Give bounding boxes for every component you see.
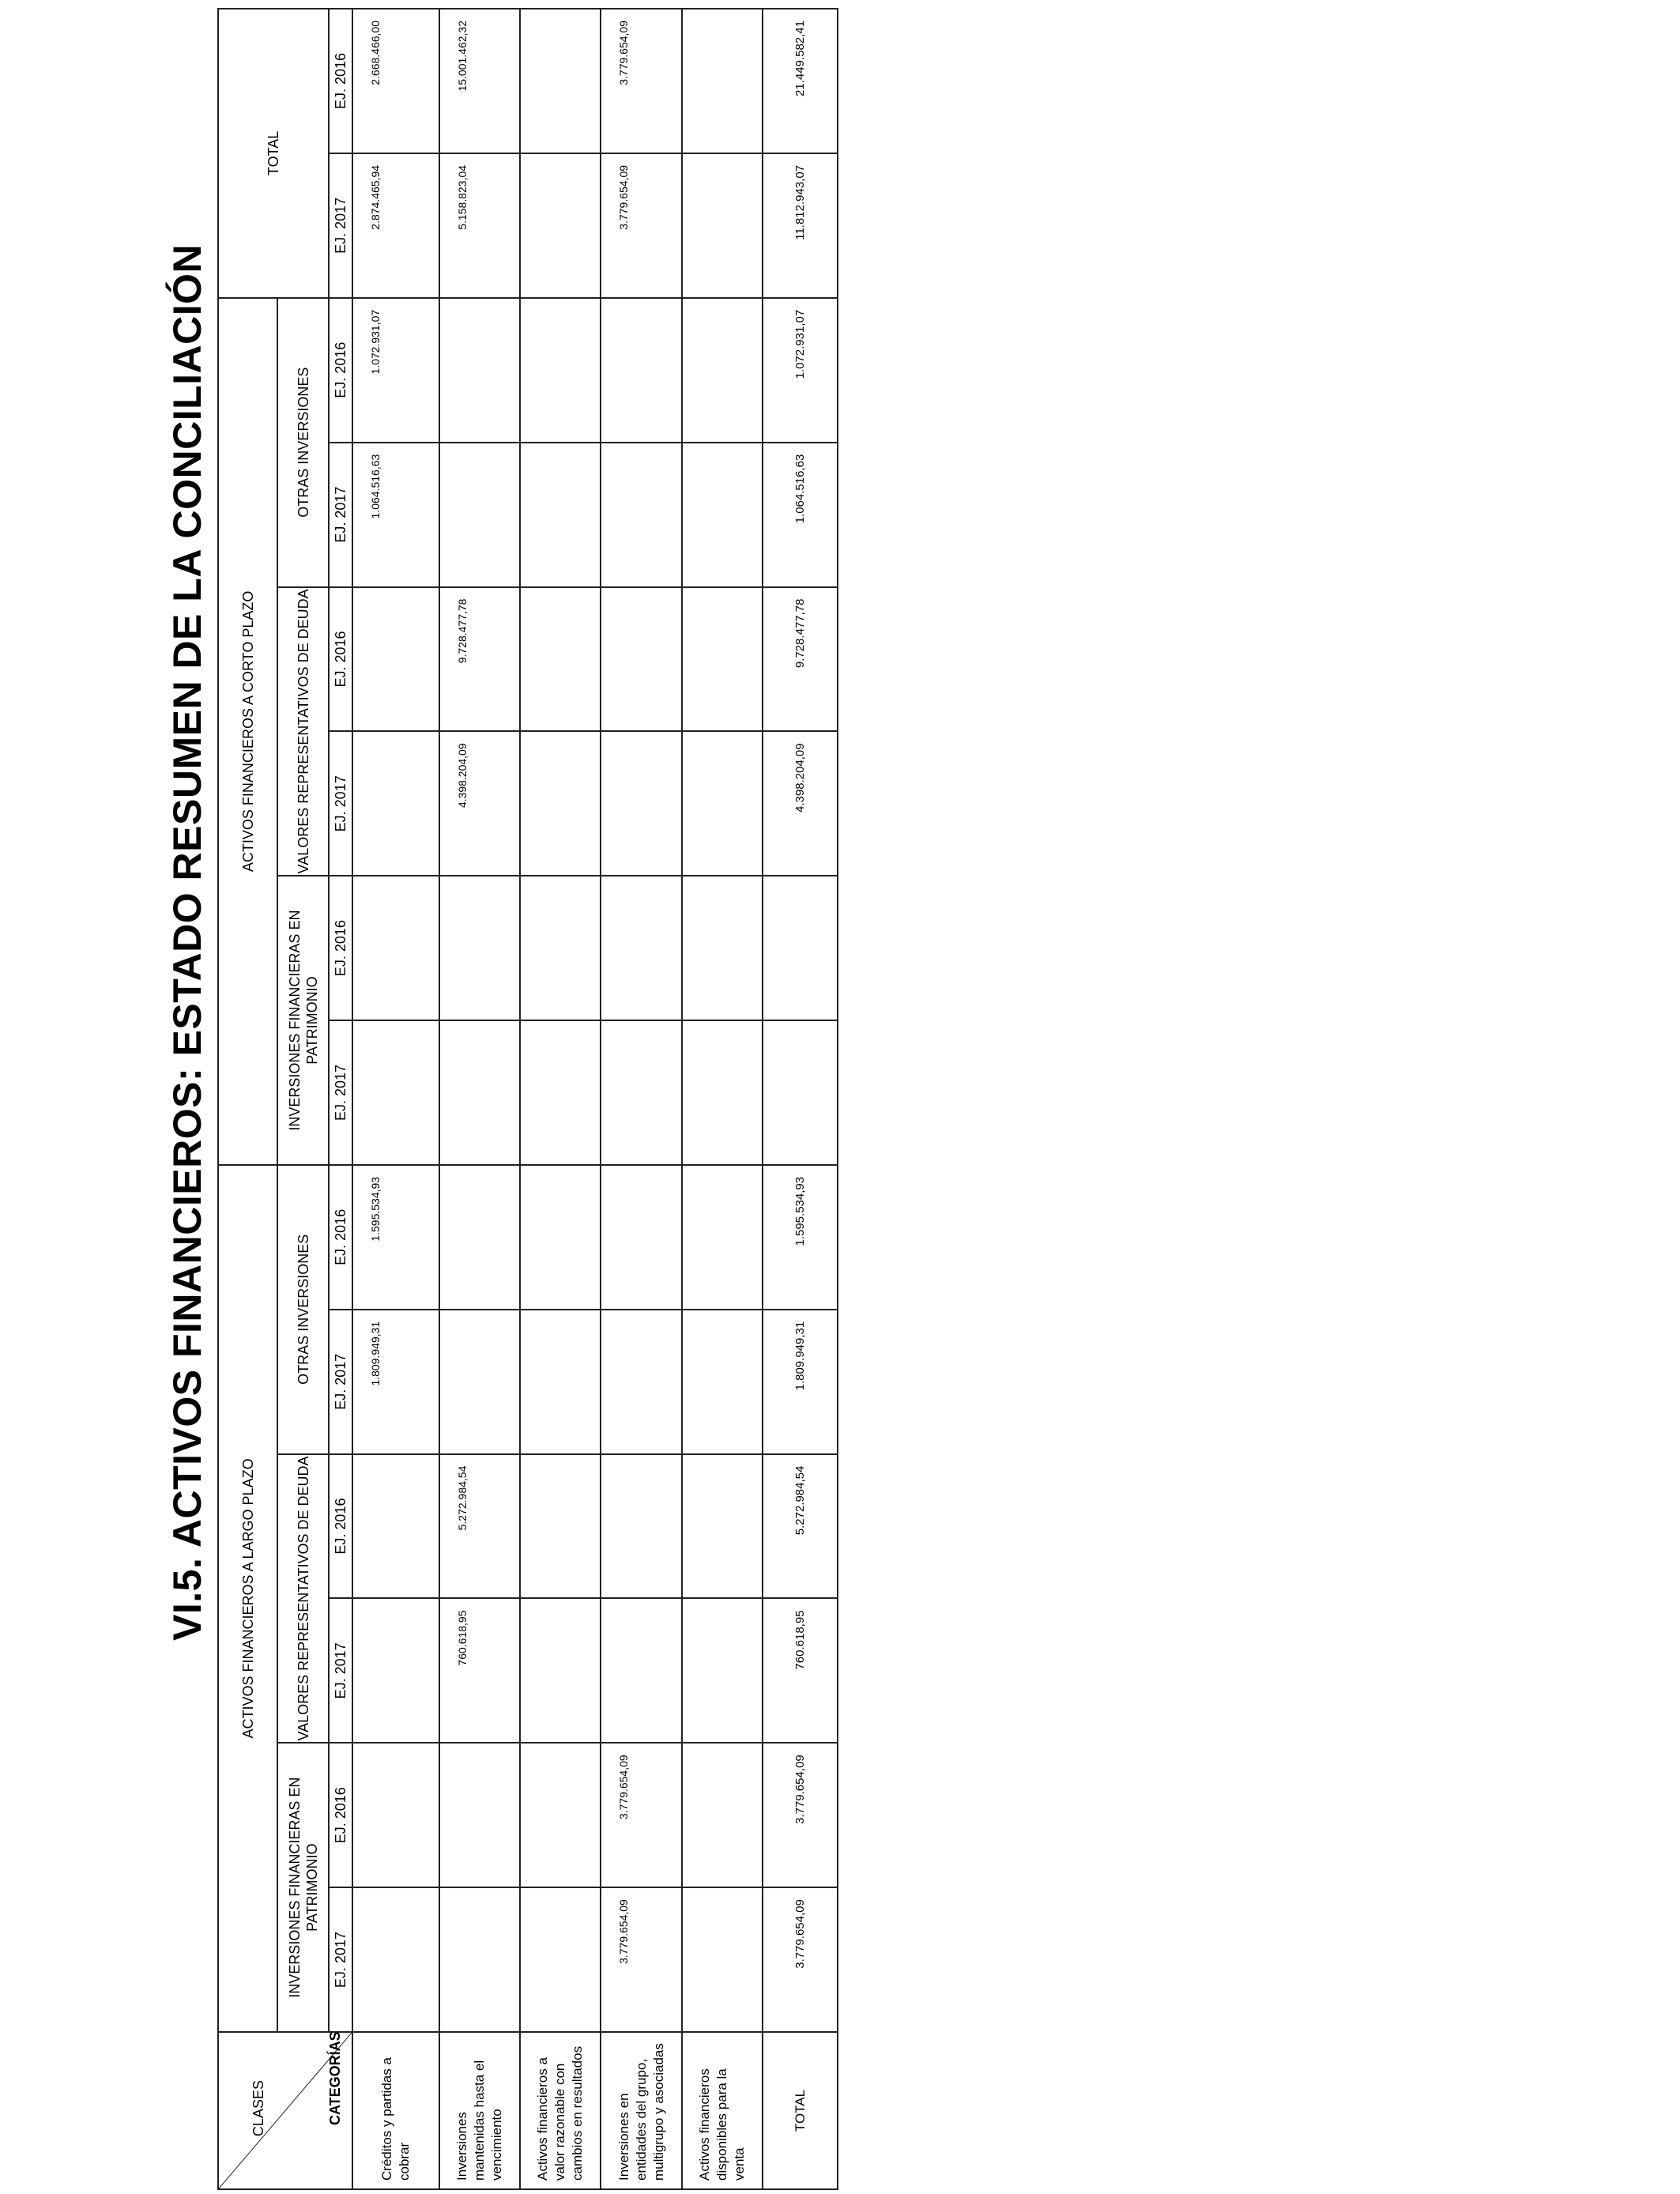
subgroup-cp-otras: OTRAS INVERSIONES xyxy=(277,298,329,587)
value-cell xyxy=(682,731,763,876)
value-cell xyxy=(352,1020,439,1165)
year-header-cell: EJ. 2016 xyxy=(329,9,352,153)
year-header-row xyxy=(329,9,352,2189)
total-value-cell: 1.072.931,07 xyxy=(763,298,838,443)
year-header-cell: EJ. 2016 xyxy=(329,1165,352,1310)
value-cell xyxy=(352,1454,439,1599)
subgroup-lp-otras: OTRAS INVERSIONES xyxy=(277,1165,329,1454)
value-cell xyxy=(520,1020,601,1165)
value-cell: 3.779.654,09 xyxy=(601,153,682,298)
total-row xyxy=(763,9,838,2189)
value-cell: 1.595.534,93 xyxy=(352,1165,439,1310)
value-cell xyxy=(352,587,439,732)
total-value-cell: 1.595.534,93 xyxy=(763,1165,838,1310)
group-header-largo-plazo: ACTIVOS FINANCIEROS A LARGO PLAZO xyxy=(218,1165,277,2032)
value-cell xyxy=(520,876,601,1020)
value-cell: 3.779.654,09 xyxy=(601,9,682,153)
value-cell xyxy=(439,1020,520,1165)
value-cell: 9.728.477,78 xyxy=(439,587,520,732)
subgroup-lp-deuda: VALORES REPRESENTATIVOS DE DEUDA xyxy=(277,1454,329,1744)
table-row xyxy=(601,9,682,2189)
value-cell xyxy=(682,1598,763,1743)
table-row xyxy=(352,9,439,2189)
category-label: Créditos y partidas a cobrar xyxy=(352,2032,439,2189)
year-header-cell: EJ. 2017 xyxy=(329,1887,352,2032)
value-cell xyxy=(601,298,682,443)
value-cell xyxy=(601,1165,682,1310)
value-cell xyxy=(520,1887,601,2032)
value-cell xyxy=(352,1743,439,1887)
value-cell: 3.779.654,09 xyxy=(601,1743,682,1887)
total-value-cell: 760.618,95 xyxy=(763,1598,838,1743)
value-cell: 5.272.984,54 xyxy=(439,1454,520,1599)
value-cell xyxy=(682,1743,763,1887)
year-header-cell: EJ. 2016 xyxy=(329,298,352,443)
year-header-cell: EJ. 2016 xyxy=(329,1743,352,1887)
value-cell xyxy=(439,298,520,443)
value-cell: 5.158.823,04 xyxy=(439,153,520,298)
categorias-label: CATEGORÍAS xyxy=(327,2031,343,2125)
group-header-corto-plazo: ACTIVOS FINANCIEROS A CORTO PLAZO xyxy=(218,298,277,1165)
value-cell xyxy=(520,443,601,587)
value-cell xyxy=(682,1454,763,1599)
value-cell xyxy=(439,1310,520,1454)
value-cell: 760.618,95 xyxy=(439,1598,520,1743)
total-value-cell: 3.779.654,09 xyxy=(763,1743,838,1887)
page-title: VI.5. ACTIVOS FINANCIEROS: ESTADO RESUMEN DE LA CONCILIACIÓN xyxy=(165,243,209,1641)
value-cell xyxy=(352,876,439,1020)
total-value-cell: 1.064.516,63 xyxy=(763,443,838,587)
value-cell xyxy=(520,731,601,876)
value-cell xyxy=(520,1598,601,1743)
category-label: Activos financieros a valor razonable con cambios en resultados xyxy=(520,2032,601,2189)
reconciliation-table xyxy=(217,8,838,2190)
year-header-cell: EJ. 2016 xyxy=(329,876,352,1020)
total-value-cell xyxy=(763,876,838,1020)
value-cell xyxy=(682,1887,763,2032)
total-value-cell xyxy=(763,1020,838,1165)
value-cell xyxy=(601,443,682,587)
subgroup-cp-deuda: VALORES REPRESENTATIVOS DE DEUDA xyxy=(277,587,329,876)
total-value-cell: 21.449.582,41 xyxy=(763,9,838,153)
value-cell: 1.064.516,63 xyxy=(352,443,439,587)
total-label: TOTAL xyxy=(763,2032,838,2189)
value-cell xyxy=(682,1165,763,1310)
year-header-cell: EJ. 2016 xyxy=(329,1454,352,1599)
value-cell xyxy=(352,731,439,876)
value-cell xyxy=(520,1743,601,1887)
year-header-cell: EJ. 2017 xyxy=(329,443,352,587)
category-label: Inversiones en entidades del grupo, multigrupo y asociadas xyxy=(601,2032,682,2189)
corner-header-cell xyxy=(218,2032,352,2189)
value-cell xyxy=(682,876,763,1020)
table-row xyxy=(520,9,601,2189)
subgroup-cp-patrimonio: INVERSIONES FINANCIERAS EN PATRIMONIO xyxy=(277,876,329,1165)
value-cell xyxy=(439,876,520,1020)
value-cell xyxy=(682,1020,763,1165)
group-header-total: TOTAL xyxy=(218,9,329,298)
total-value-cell: 5.272.984,54 xyxy=(763,1454,838,1599)
table-body xyxy=(352,9,838,2189)
value-cell xyxy=(601,731,682,876)
total-value-cell: 3.779.654,09 xyxy=(763,1887,838,2032)
value-cell xyxy=(601,1598,682,1743)
value-cell: 4.398.204,09 xyxy=(439,731,520,876)
value-cell xyxy=(352,1887,439,2032)
value-cell xyxy=(439,1165,520,1310)
value-cell: 1.072.931,07 xyxy=(352,298,439,443)
value-cell: 3.779.654,09 xyxy=(601,1887,682,2032)
value-cell: 2.874.465,94 xyxy=(352,153,439,298)
value-cell xyxy=(352,1598,439,1743)
value-cell xyxy=(601,587,682,732)
table-row xyxy=(439,9,520,2189)
total-value-cell: 11.812.943,07 xyxy=(763,153,838,298)
value-cell: 2.668.466,00 xyxy=(352,9,439,153)
year-header-cell: EJ. 2016 xyxy=(329,587,352,732)
category-label: Activos financieros disponibles para la venta xyxy=(682,2032,763,2189)
total-value-cell: 9.728.477,78 xyxy=(763,587,838,732)
year-header-cell: EJ. 2017 xyxy=(329,1020,352,1165)
value-cell xyxy=(520,587,601,732)
value-cell xyxy=(601,1020,682,1165)
value-cell xyxy=(520,1310,601,1454)
value-cell xyxy=(682,153,763,298)
subgroup-lp-patrimonio: INVERSIONES FINANCIERAS EN PATRIMONIO xyxy=(277,1743,329,2032)
year-header-cell: EJ. 2017 xyxy=(329,1598,352,1743)
year-header-cell: EJ. 2017 xyxy=(329,1310,352,1454)
year-header-cell: EJ. 2017 xyxy=(329,153,352,298)
value-cell xyxy=(601,1454,682,1599)
value-cell xyxy=(601,1310,682,1454)
value-cell xyxy=(682,9,763,153)
value-cell: 1.809.949,31 xyxy=(352,1310,439,1454)
value-cell xyxy=(439,1887,520,2032)
value-cell xyxy=(520,1165,601,1310)
value-cell xyxy=(520,1454,601,1599)
total-value-cell: 4.398.204,09 xyxy=(763,731,838,876)
value-cell xyxy=(682,587,763,732)
value-cell xyxy=(520,298,601,443)
year-header-cell: EJ. 2017 xyxy=(329,731,352,876)
category-label: Inversiones mantenidas hasta el vencimiento xyxy=(439,2032,520,2189)
value-cell xyxy=(682,298,763,443)
value-cell xyxy=(682,1310,763,1454)
value-cell xyxy=(520,153,601,298)
value-cell xyxy=(682,443,763,587)
value-cell xyxy=(601,876,682,1020)
total-value-cell: 1.809.949,31 xyxy=(763,1310,838,1454)
clases-label: CLASES xyxy=(250,2080,266,2137)
value-cell: 15.001.462,32 xyxy=(439,9,520,153)
table-row xyxy=(682,9,763,2189)
value-cell xyxy=(439,443,520,587)
value-cell xyxy=(520,9,601,153)
value-cell xyxy=(439,1743,520,1887)
